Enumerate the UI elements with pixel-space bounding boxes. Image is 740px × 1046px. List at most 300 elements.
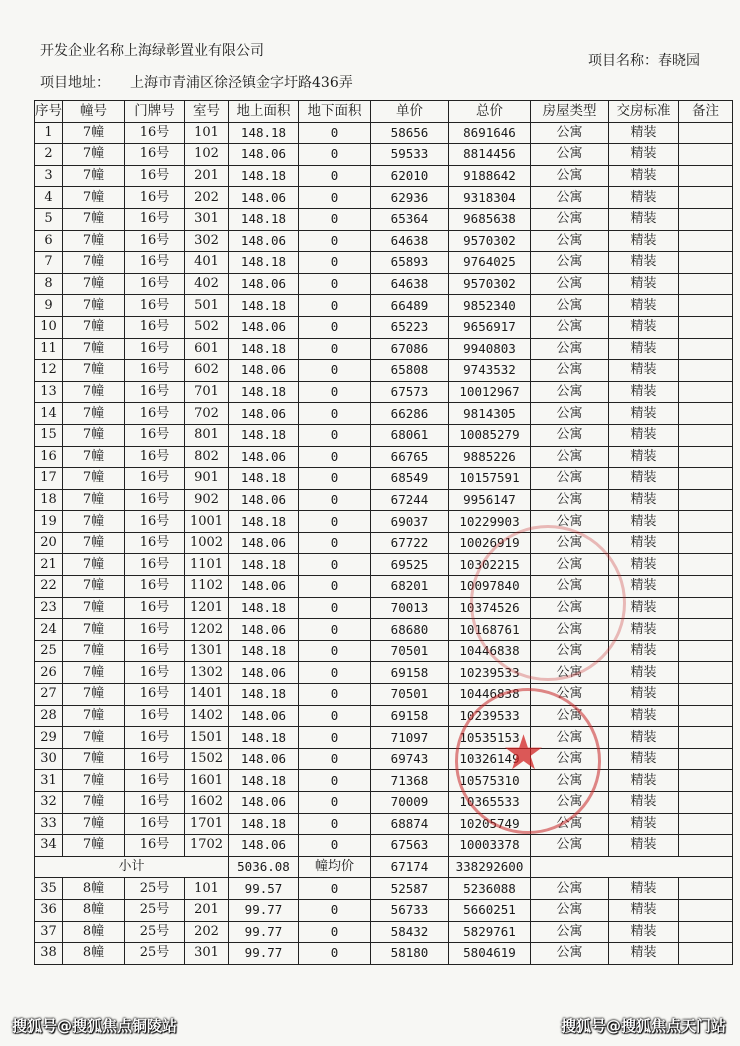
table-cell [679, 446, 733, 468]
table-cell: 10535153 [449, 727, 531, 749]
table-row [35, 252, 733, 274]
table-cell: 67244 [371, 489, 449, 511]
table-cell: 7幢 [63, 684, 125, 706]
table-row [35, 468, 733, 490]
table-row [35, 792, 733, 814]
table-cell: 0 [299, 511, 371, 533]
table-cell: 29 [35, 727, 63, 749]
subtotal-cell: 幢均价 [299, 856, 371, 878]
table-cell: 16号 [125, 619, 185, 641]
table-cell: 公寓 [531, 208, 609, 230]
table-cell: 0 [299, 705, 371, 727]
table-cell: 56733 [371, 899, 449, 921]
table-row [35, 360, 733, 382]
table-cell: 68680 [371, 619, 449, 641]
table-cell: 1202 [185, 619, 229, 641]
table-cell: 16号 [125, 554, 185, 576]
table-cell: 148.18 [229, 165, 299, 187]
table-cell: 148.06 [229, 619, 299, 641]
table-cell: 148.06 [229, 532, 299, 554]
table-cell: 4 [35, 187, 63, 209]
table-cell: 65364 [371, 208, 449, 230]
table-cell: 公寓 [531, 554, 609, 576]
table-cell [679, 705, 733, 727]
table-cell: 公寓 [531, 899, 609, 921]
company-name: 开发企业名称上海绿彰置业有限公司 [40, 43, 264, 59]
table-cell [679, 576, 733, 598]
table-cell: 7幢 [63, 468, 125, 490]
table-cell: 精装 [609, 511, 679, 533]
table-cell: 公寓 [531, 187, 609, 209]
table-cell: 精装 [609, 727, 679, 749]
table-cell: 10446838 [449, 640, 531, 662]
table-cell: 22 [35, 576, 63, 598]
table-cell: 148.18 [229, 468, 299, 490]
table-cell: 公寓 [531, 381, 609, 403]
table-cell: 10012967 [449, 381, 531, 403]
table-cell: 7幢 [63, 619, 125, 641]
table-row [35, 684, 733, 706]
table-row [35, 748, 733, 770]
table-cell: 148.18 [229, 640, 299, 662]
table-cell [679, 554, 733, 576]
table-cell: 7幢 [63, 295, 125, 317]
table-cell: 16号 [125, 576, 185, 598]
table-row [35, 295, 733, 317]
table-cell: 7幢 [63, 122, 125, 144]
table-cell: 7幢 [63, 770, 125, 792]
table-cell: 34 [35, 835, 63, 857]
table-cell: 9764025 [449, 252, 531, 274]
table-cell: 精装 [609, 144, 679, 166]
table-cell [679, 684, 733, 706]
subtotal-cell: 67174 [371, 856, 449, 878]
table-row [35, 532, 733, 554]
table-cell: 10302215 [449, 554, 531, 576]
table-cell: 15 [35, 424, 63, 446]
table-cell [679, 122, 733, 144]
table-cell: 148.06 [229, 187, 299, 209]
table-cell: 8幢 [63, 943, 125, 965]
table-cell: 16号 [125, 792, 185, 814]
table-cell: 10229903 [449, 511, 531, 533]
seal-stamp-faded [470, 525, 626, 681]
table-cell: 精装 [609, 381, 679, 403]
table-cell: 102 [185, 144, 229, 166]
table-cell: 99.77 [229, 943, 299, 965]
table-cell: 精装 [609, 532, 679, 554]
table-cell: 0 [299, 748, 371, 770]
project-name: 项目名称：春晓园 [588, 53, 700, 69]
table-cell: 148.18 [229, 511, 299, 533]
column-header: 房屋类型 [531, 101, 609, 123]
table-cell: 16号 [125, 684, 185, 706]
table-cell: 9685638 [449, 208, 531, 230]
table-cell: 0 [299, 381, 371, 403]
table-header-row [35, 101, 733, 123]
table-cell: 37 [35, 921, 63, 943]
table-cell: 0 [299, 532, 371, 554]
table-cell: 公寓 [531, 921, 609, 943]
table-cell [679, 381, 733, 403]
table-cell: 148.06 [229, 662, 299, 684]
table-cell: 7幢 [63, 187, 125, 209]
table-cell: 148.06 [229, 705, 299, 727]
table-cell: 148.06 [229, 792, 299, 814]
table-cell: 16号 [125, 532, 185, 554]
table-cell: 0 [299, 165, 371, 187]
table-cell: 10374526 [449, 597, 531, 619]
table-cell: 精装 [609, 792, 679, 814]
price-table [34, 100, 733, 965]
table-cell [679, 532, 733, 554]
table-cell: 16号 [125, 770, 185, 792]
table-cell [679, 835, 733, 857]
table-cell: 公寓 [531, 446, 609, 468]
table-cell: 7幢 [63, 705, 125, 727]
table-cell [679, 489, 733, 511]
table-cell: 16号 [125, 381, 185, 403]
table-cell: 16号 [125, 338, 185, 360]
table-cell: 16号 [125, 748, 185, 770]
table-cell [679, 230, 733, 252]
table-cell: 0 [299, 208, 371, 230]
table-cell: 0 [299, 424, 371, 446]
table-cell: 64638 [371, 230, 449, 252]
table-cell: 精装 [609, 273, 679, 295]
table-cell: 28 [35, 705, 63, 727]
table-cell: 148.06 [229, 446, 299, 468]
table-cell: 公寓 [531, 943, 609, 965]
table-cell: 精装 [609, 316, 679, 338]
table-cell: 10085279 [449, 424, 531, 446]
table-cell: 0 [299, 446, 371, 468]
table-cell: 16号 [125, 208, 185, 230]
table-cell: 精装 [609, 770, 679, 792]
table-cell: 18 [35, 489, 63, 511]
table-cell: 501 [185, 295, 229, 317]
column-header: 备注 [679, 101, 733, 123]
table-cell: 401 [185, 252, 229, 274]
table-cell: 202 [185, 921, 229, 943]
table-cell: 148.18 [229, 770, 299, 792]
column-header: 门牌号 [125, 101, 185, 123]
table-cell: 0 [299, 792, 371, 814]
table-cell [679, 165, 733, 187]
table-cell: 0 [299, 230, 371, 252]
table-cell: 0 [299, 770, 371, 792]
table-cell: 58180 [371, 943, 449, 965]
table-cell: 0 [299, 813, 371, 835]
table-cell: 25号 [125, 878, 185, 900]
table-cell: 精装 [609, 187, 679, 209]
table-cell: 9885226 [449, 446, 531, 468]
table-cell: 5 [35, 208, 63, 230]
table-cell: 25号 [125, 943, 185, 965]
table-cell: 精装 [609, 662, 679, 684]
table-cell: 精装 [609, 576, 679, 598]
table-cell: 23 [35, 597, 63, 619]
table-cell: 148.06 [229, 489, 299, 511]
table-cell [679, 360, 733, 382]
table-cell: 7幢 [63, 424, 125, 446]
table-cell: 10168761 [449, 619, 531, 641]
table-cell: 7幢 [63, 792, 125, 814]
table-cell: 5660251 [449, 899, 531, 921]
table-cell: 16号 [125, 122, 185, 144]
table-cell: 16号 [125, 295, 185, 317]
table-cell: 148.06 [229, 576, 299, 598]
table-cell: 16 [35, 446, 63, 468]
table-cell: 16号 [125, 273, 185, 295]
table-cell: 精装 [609, 921, 679, 943]
table-cell: 16号 [125, 835, 185, 857]
table-cell: 148.18 [229, 813, 299, 835]
table-cell: 7幢 [63, 511, 125, 533]
table-cell: 公寓 [531, 316, 609, 338]
table-cell: 66765 [371, 446, 449, 468]
table-cell: 19 [35, 511, 63, 533]
table-cell: 0 [299, 619, 371, 641]
table-cell: 302 [185, 230, 229, 252]
table-cell: 7幢 [63, 316, 125, 338]
table-cell: 公寓 [531, 273, 609, 295]
table-cell: 38 [35, 943, 63, 965]
table-cell [679, 468, 733, 490]
table-cell: 公寓 [531, 360, 609, 382]
table-cell: 301 [185, 943, 229, 965]
table-cell: 0 [299, 878, 371, 900]
subtotal-cell [531, 856, 733, 878]
table-cell: 16号 [125, 640, 185, 662]
table-cell: 公寓 [531, 770, 609, 792]
table-cell: 公寓 [531, 878, 609, 900]
table-cell: 0 [299, 597, 371, 619]
table-cell [679, 187, 733, 209]
column-header: 地下面积 [299, 101, 371, 123]
table-cell: 148.18 [229, 554, 299, 576]
table-cell: 201 [185, 899, 229, 921]
table-cell: 1101 [185, 554, 229, 576]
table-cell: 11 [35, 338, 63, 360]
table-cell: 35 [35, 878, 63, 900]
table-row [35, 597, 733, 619]
column-header: 总价 [449, 101, 531, 123]
table-row [35, 770, 733, 792]
table-cell: 69158 [371, 705, 449, 727]
table-cell: 公寓 [531, 165, 609, 187]
table-cell: 16号 [125, 252, 185, 274]
table-cell: 7幢 [63, 489, 125, 511]
table-cell: 602 [185, 360, 229, 382]
table-cell [679, 316, 733, 338]
table-cell: 148.06 [229, 273, 299, 295]
table-cell: 52587 [371, 878, 449, 900]
table-row [35, 554, 733, 576]
table-cell: 公寓 [531, 748, 609, 770]
table-cell: 7幢 [63, 813, 125, 835]
table-cell [679, 252, 733, 274]
table-row [35, 403, 733, 425]
table-cell: 25 [35, 640, 63, 662]
table-cell: 101 [185, 878, 229, 900]
table-cell: 148.06 [229, 144, 299, 166]
table-row [35, 489, 733, 511]
table-cell [679, 662, 733, 684]
watermark-left: 搜狐号@搜狐焦点铜陵站 [12, 1017, 178, 1035]
table-cell: 7幢 [63, 446, 125, 468]
table-cell: 12 [35, 360, 63, 382]
table-cell: 16号 [125, 705, 185, 727]
table-cell: 148.18 [229, 208, 299, 230]
table-cell [679, 273, 733, 295]
table-cell: 148.06 [229, 316, 299, 338]
table-cell [679, 640, 733, 662]
table-row [35, 273, 733, 295]
subtotal-cell: 5036.08 [229, 856, 299, 878]
table-cell: 16号 [125, 813, 185, 835]
table-cell: 7幢 [63, 748, 125, 770]
table-cell: 精装 [609, 360, 679, 382]
table-cell [679, 943, 733, 965]
table-cell: 58432 [371, 921, 449, 943]
table-cell: 9956147 [449, 489, 531, 511]
table-cell: 902 [185, 489, 229, 511]
table-row [35, 165, 733, 187]
table-cell: 1 [35, 122, 63, 144]
table-cell: 148.06 [229, 403, 299, 425]
table-cell: 16号 [125, 489, 185, 511]
table-cell: 10239533 [449, 662, 531, 684]
table-cell: 公寓 [531, 792, 609, 814]
seal-stamp [455, 688, 601, 834]
table-cell: 65893 [371, 252, 449, 274]
column-header: 地上面积 [229, 101, 299, 123]
table-cell: 8幢 [63, 899, 125, 921]
table-cell: 精装 [609, 252, 679, 274]
table-row [35, 424, 733, 446]
table-cell: 公寓 [531, 468, 609, 490]
table-cell: 36 [35, 899, 63, 921]
table-row [35, 640, 733, 662]
table-cell: 16号 [125, 446, 185, 468]
table-row [35, 446, 733, 468]
table-row [35, 727, 733, 749]
table-cell: 公寓 [531, 532, 609, 554]
table-cell: 9188642 [449, 165, 531, 187]
table-cell: 10239533 [449, 705, 531, 727]
table-cell: 精装 [609, 640, 679, 662]
table-cell: 16号 [125, 468, 185, 490]
table-cell: 14 [35, 403, 63, 425]
table-cell: 21 [35, 554, 63, 576]
table-cell: 16号 [125, 230, 185, 252]
table-cell: 16号 [125, 144, 185, 166]
table-cell: 精装 [609, 835, 679, 857]
table-cell: 精装 [609, 489, 679, 511]
table-cell: 7幢 [63, 532, 125, 554]
table-cell: 精装 [609, 943, 679, 965]
table-cell: 8814456 [449, 144, 531, 166]
table-cell: 0 [299, 554, 371, 576]
table-cell: 公寓 [531, 122, 609, 144]
table-cell: 10326149 [449, 748, 531, 770]
table-cell: 59533 [371, 144, 449, 166]
table-cell: 9940803 [449, 338, 531, 360]
table-cell: 7幢 [63, 662, 125, 684]
table-cell: 1001 [185, 511, 229, 533]
table-cell: 0 [299, 684, 371, 706]
address-label: 项目地址： [40, 75, 110, 91]
table-cell: 99.77 [229, 899, 299, 921]
address-value: 上海市青浦区徐泾镇金字圩路436弄 [130, 75, 353, 91]
table-cell: 7幢 [63, 360, 125, 382]
table-cell [679, 792, 733, 814]
table-cell: 148.18 [229, 684, 299, 706]
table-cell: 5236088 [449, 878, 531, 900]
table-cell: 10026919 [449, 532, 531, 554]
table-row [35, 208, 733, 230]
table-cell: 公寓 [531, 727, 609, 749]
table-cell: 公寓 [531, 835, 609, 857]
table-cell: 7幢 [63, 273, 125, 295]
table-cell: 148.18 [229, 597, 299, 619]
table-cell: 17 [35, 468, 63, 490]
table-cell: 1701 [185, 813, 229, 835]
table-cell: 9814305 [449, 403, 531, 425]
table-cell: 2 [35, 144, 63, 166]
table-cell: 精装 [609, 295, 679, 317]
table-cell: 69743 [371, 748, 449, 770]
table-row [35, 316, 733, 338]
table-cell: 1702 [185, 835, 229, 857]
table-cell: 7幢 [63, 835, 125, 857]
table-cell: 精装 [609, 878, 679, 900]
table-cell: 148.06 [229, 835, 299, 857]
table-cell: 8691646 [449, 122, 531, 144]
table-cell: 公寓 [531, 597, 609, 619]
table-cell: 1302 [185, 662, 229, 684]
table-cell: 701 [185, 381, 229, 403]
table-row [35, 381, 733, 403]
table-row [35, 122, 733, 144]
table-row [35, 878, 733, 900]
table-cell: 68549 [371, 468, 449, 490]
table-cell: 10 [35, 316, 63, 338]
table-cell: 精装 [609, 705, 679, 727]
table-cell: 202 [185, 187, 229, 209]
table-cell [679, 511, 733, 533]
table-cell: 7幢 [63, 727, 125, 749]
table-cell: 精装 [609, 446, 679, 468]
table-cell: 9743532 [449, 360, 531, 382]
table-cell: 精装 [609, 468, 679, 490]
table-cell: 1301 [185, 640, 229, 662]
table-cell: 公寓 [531, 662, 609, 684]
table-cell: 16号 [125, 403, 185, 425]
table-cell: 公寓 [531, 424, 609, 446]
table-cell: 1501 [185, 727, 229, 749]
table-row [35, 338, 733, 360]
table-cell: 16号 [125, 360, 185, 382]
table-cell [679, 619, 733, 641]
table-row [35, 662, 733, 684]
table-cell: 5804619 [449, 943, 531, 965]
table-cell: 67563 [371, 835, 449, 857]
table-cell: 201 [185, 165, 229, 187]
table-row [35, 921, 733, 943]
table-cell: 0 [299, 640, 371, 662]
